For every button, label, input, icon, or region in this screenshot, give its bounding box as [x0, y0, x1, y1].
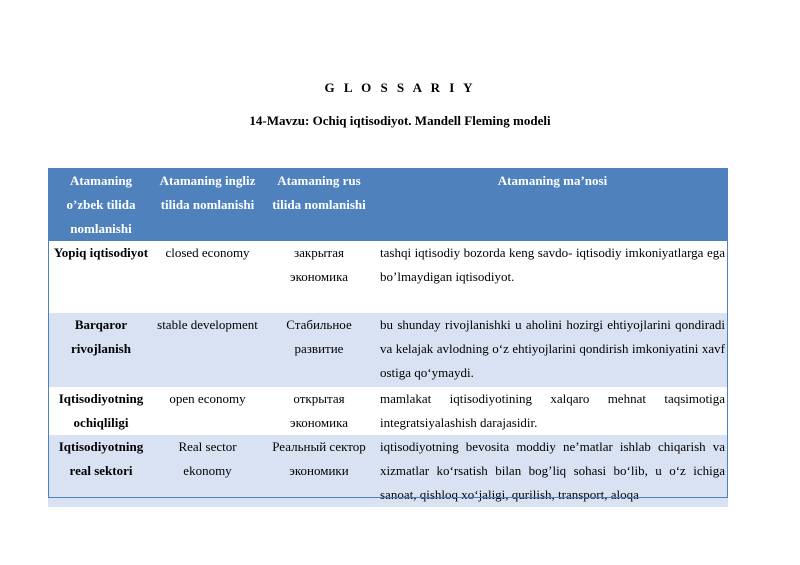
table-header-row	[48, 169, 728, 242]
term-russian: Реальный сектор экономики	[261, 435, 377, 507]
glossary-table	[48, 168, 728, 507]
term-english: stable development	[154, 313, 261, 387]
table-row	[48, 435, 728, 507]
header-english-term: Atamaning ingliz tilida nomlanishi	[154, 169, 261, 242]
term-uzbek: Iqtisodiyotning real sektori	[48, 435, 154, 507]
header-russian-term: Atamaning rus tilida nomlanishi	[261, 169, 377, 242]
term-meaning: mamlakat iqtisodiyotining xalqaro mehnat taqsimotiga integratsiyalashish darajasidir.	[377, 387, 728, 435]
header-meaning: Atamaning ma’nosi	[377, 169, 728, 242]
topic-subtitle: 14-Mavzu: Ochiq iqtisodiyot. Mandell Fleming modeli	[249, 113, 551, 128]
term-english: open economy	[154, 387, 261, 435]
table-row	[48, 313, 728, 387]
term-meaning: iqtisodiyotning bevosita moddiy ne’matlar ishlab chiqarish va xizmatlar ko‘rsatish bilan bog’liq sohasi bo‘lib, u o‘z ichiga sanoat, qishloq xo‘jaligi, qurilish, transport, aloqa	[377, 435, 728, 507]
table-row	[48, 387, 728, 435]
term-uzbek: Iqtisodiyotning ochiqliligi	[48, 387, 154, 435]
term-meaning: bu shunday rivojlanishki u aholini hozirgi ehtiyojlarini qondiradi va kelajak avlodning o‘z ehtiyojlarini qondirish imkoniyatini xavf ostiga qo‘ymaydi.	[377, 313, 728, 387]
term-russian: Стабильное развитие	[261, 313, 377, 387]
term-meaning: tashqi iqtisodiy bozorda keng savdo- iqtisodiy imkoniyatlarga ega bo’lmaydigan iqtisodiyot.	[377, 241, 728, 313]
table-row	[48, 241, 728, 313]
term-russian: открытая экономика	[261, 387, 377, 435]
header-uzbek-term: Atamaning o’zbek tilida nomlanishi	[48, 169, 154, 242]
page-title: G L O S S A R I Y	[324, 80, 476, 95]
term-english: Real sector ekonomy	[154, 435, 261, 507]
term-uzbek: Barqaror rivojlanish	[48, 313, 154, 387]
term-russian: закрытая экономика	[261, 241, 377, 313]
term-english: closed economy	[154, 241, 261, 313]
term-uzbek: Yopiq iqtisodiyot	[48, 241, 154, 313]
